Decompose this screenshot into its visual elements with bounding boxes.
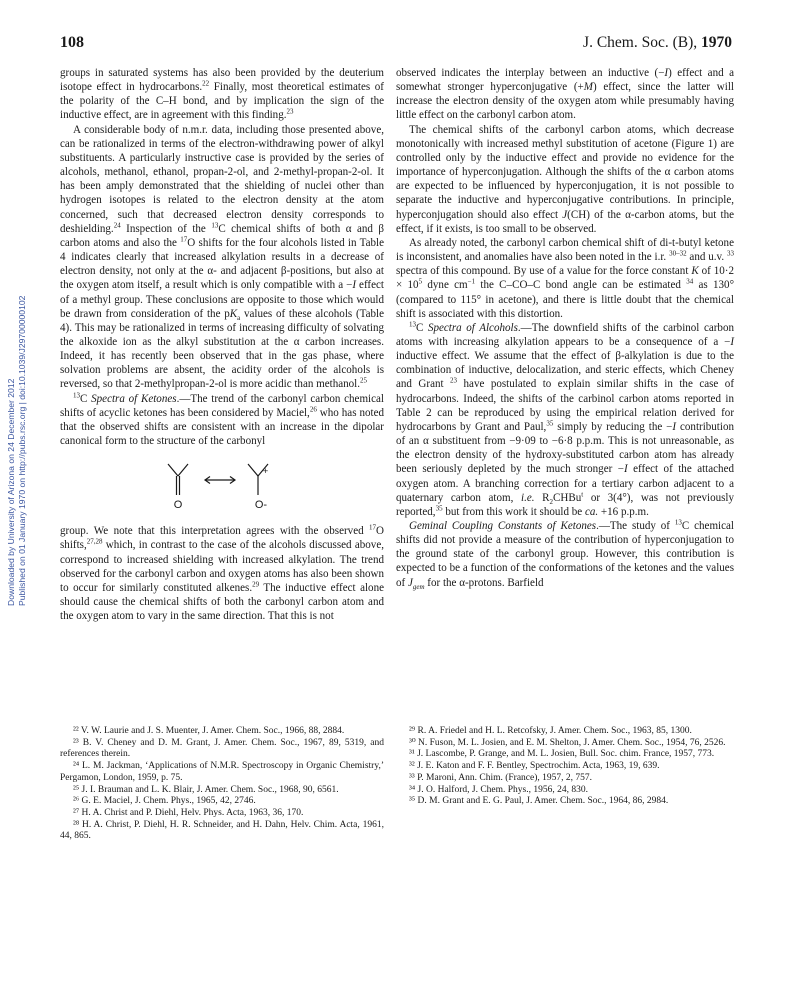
paragraph: $^{13}$C Spectra of Ketones.—The trend of the carbonyl carbon chemical shifts of acyclic ketones has been considered by Maciel,$^{26}$ who has noted that the observed shifts are consistent with an increase in the dipolar canonical form to the structure of the carbonyl — [60, 390, 385, 448]
oxide-anion-label: O- — [254, 499, 268, 512]
side-note — [0, 0, 30, 1008]
paragraph: As already noted, the carbonyl carbon chemical shift of di-t-butyl ketone is inconsistent, and anomalies have also been noted in the i.r. $^{30-32}$ and u.v. $^{33}$ spectra of this compound. By use of a value for the force constant K of $10\cdot 2 \times 10^5$ dyne $cm^{-1}$ the C–CO–C bond angle can be estimated $^{34}$ as 130° (compared to 115° in acetone), and there is little doubt that the chemical shift is associated with this distortion. — [396, 236, 734, 320]
footnote: ²⁷ H. A. Christ and P. Diehl, Helv. Phys. Acta, 1963, 36, 170. — [73, 807, 304, 818]
paragraph: group. We note that this interpretation agrees with the observed $^{17}$O shifts,$^{27,28}$ which, in contrast to the case of the alcohols discussed above, correspond to increased shielding with increased alkylation. The trend observed for the carbonyl carbon and oxygen atoms has also been shown to occur for similarly constituted alkenes.$^{29}$ The inductive effect alone should cause the chemical shifts of both the carbonyl carbon atom and the oxygen atom to vary in the same direction. That this is not — [60, 523, 384, 623]
paragraph: observed indicates the interplay between an inductive (−I) effect and a somewhat stronger hyperconjugative (+M) effect, since the latter will increase the electron density of the oxygen atom while presumably having little effect on the carbonyl carbon atom. — [396, 67, 734, 122]
column-left — [60, 66, 384, 623]
paragraph: A considerable body of n.m.r. data, including those presented above, can be rationalized in terms of the electron-withdrawing power of alkyl substituents. A particularly instructive case is provided by the series of alcohols, methanol, ethanol, propan-2-ol, and 2-methyl-propan-2-ol. It has been amply demonstrated that the shielding of nuclei other than hydrogen isotopes is related to the electron density at the atom concerned, such that decreased electron density corresponds to deshielding.$^{24}$ Inspection of the $^{13}$C chemical shifts of both α and β carbon atoms and also the $^{17}$O shifts for the four alcohols listed in Table 4 indicates clearly that increased alkylation results in a decrease of electron density, not only at the α- and adjacent β-positions, but also at the oxygen atom itself, a result which is only compatible with a −I effect of a methyl group. These conclusions are opposite to those which would be drawn from consideration of the $pK_a$ values of these alcohols (Table 4). This may be rationalized in terms of increasing difficulty of solvating the alkoxide ion as the alkyl substitution at the α carbon increases. Indeed, it has recently been observed that in the gas phase, where solvation problems are absent, the acidity order of the alcohols is reversed, so that 2-methylpropan-2-ol is more acidic than methanol.$^{25}$ — [60, 123, 384, 391]
footnote: ³⁰ N. Fuson, M. L. Josien, and E. M. Shelton, J. Amer. Chem. Soc., 1954, 76, 2526. — [409, 737, 726, 748]
footnote: ²² V. W. Laurie and J. S. Muenter, J. Amer. Chem. Soc., 1966, 88, 2884. — [73, 726, 345, 736]
journal-name: J. Chem. Soc. (B), — [583, 34, 698, 51]
footnote: ²⁴ L. M. Jackman, ‘Applications of N.M.R. Spectroscopy in Organic Chemistry,’ Pergamon, London, 1959, p. 75. — [60, 761, 384, 783]
footnote: ²⁶ G. E. Maciel, J. Chem. Phys., 1965, 42, 2746. — [73, 796, 256, 807]
paragraph: groups in saturated systems has also been provided by the deuterium isotope effect in hydrocarbons.$^{22}$ Finally, most theoretical estimates of the polarity of the C–H bond, and by implication the sign of the inductive effect, are in agreement with this finding.$^{23}$ — [60, 67, 384, 122]
publish-note[interactable]: Published on 01 January 1970 on http://pubs.rsc.org | doi:10.1039/J29700000102 — [17, 295, 27, 606]
footnote: ³⁵ D. M. Grant and E. G. Paul, J. Amer. Chem. Soc., 1964, 86, 2984. — [409, 796, 669, 807]
paragraph: Geminal Coupling Constants of Ketones.—The study of $^{13}$C chemical shifts did not provide a measure of the contribution of hyperconjugation to the ground state of the carbonyl group. However, this contribution is expected to be a function of the conformations of the ketones and the values of $J_{gem}$ for the α-protons. Barfield — [396, 518, 734, 591]
footnote: ²⁹ R. A. Friedel and H. L. Retcofsky, J. Amer. Chem. Soc., 1963, 85, 1300. — [409, 726, 692, 736]
footnotes-right — [396, 726, 734, 808]
oxygen-label: O — [173, 499, 183, 512]
cation-charge-label: + — [263, 466, 269, 477]
paragraph: $^{13}$C Spectra of Alcohols.—The downfield shifts of the carbinol carbon atoms with increasing alkylation appears to be a consequence of a −I inductive effect. We assume that the effect of β-alkylation is due to the combination of inductive, delocalization, and steric effects, which Cheney and Grant $^{23}$ have postulated to explain similar shifts in the case of hydrocarbons. Indeed, the shifts of the carbinol carbon atoms reported in Table 2 can be reproduced by using the empirical relation derived for hydrocarbons by Grant and Paul,$^{35}$ simply by reducing the −I contribution of an α substituent from −9·09 to −6·8 p.p.m. This is not unreasonable, as the electron density of the hydroxy-substituted carbon atom has already been seriously depleted by the much stronger −I effect of the attached oxygen atom. A branching correction for a tertiary carbon adjacent to a quaternary carbon atom, i.e. $R_2CHBu^t$ or 3(4°), was not previously reported,$^{35}$ but from this work it should be ca. +16 p.p.m. — [396, 320, 735, 518]
journal-reference — [583, 34, 732, 52]
page-header — [60, 34, 732, 56]
footnotes-left — [60, 726, 384, 843]
footnote: ³² J. E. Katon and F. F. Bentley, Spectrochim. Acta, 1963, 19, 639. — [409, 761, 660, 772]
download-note[interactable]: Downloaded by University of Arizona on 24 December 2012 — [6, 378, 16, 606]
footnote: ²⁵ J. I. Brauman and L. K. Blair, J. Amer. Chem. Soc., 1968, 90, 6561. — [73, 784, 339, 795]
paragraph: The chemical shifts of the carbonyl carbon atoms, which decrease monotonically with increased methyl substitution of acetone (Figure 1) are controlled only by the inductive effect and provide no evidence for the importance of hyperconjugation. Although the shifts of the α carbon atoms are expected to be influenced by hyperconjugation, it is not possible to separate the inductive and hyperconjugative contributions. In principle, hyperconjugation should also effect J(CH) of the α-carbon atoms, but the effect, if it exists, is too small to be observed. — [396, 123, 734, 235]
footnote: ²⁸ H. A. Christ, P. Diehl, H. R. Schneider, and H. Dahn, Helv. Chim. Acta, 1961, 44, 865. — [60, 819, 384, 842]
page-number: 108 — [60, 34, 84, 51]
footnote: ³³ P. Maroni, Ann. Chim. (France), 1957, 2, 757. — [409, 772, 593, 783]
footnote: ³¹ J. Lascombe, P. Grange, and M. L. Josien, Bull. Soc. chim. France, 1957, 773. — [409, 749, 715, 760]
carbonyl-resonance-structure — [60, 456, 384, 514]
column-right — [396, 66, 734, 590]
footnote: ³⁴ J. O. Halford, J. Chem. Phys., 1956, 24, 830. — [409, 784, 589, 795]
journal-year: 1970 — [701, 34, 732, 51]
footnote: ²³ B. V. Cheney and D. M. Grant, J. Amer. Chem. Soc., 1967, 89, 5319, and references therein. — [60, 737, 384, 760]
